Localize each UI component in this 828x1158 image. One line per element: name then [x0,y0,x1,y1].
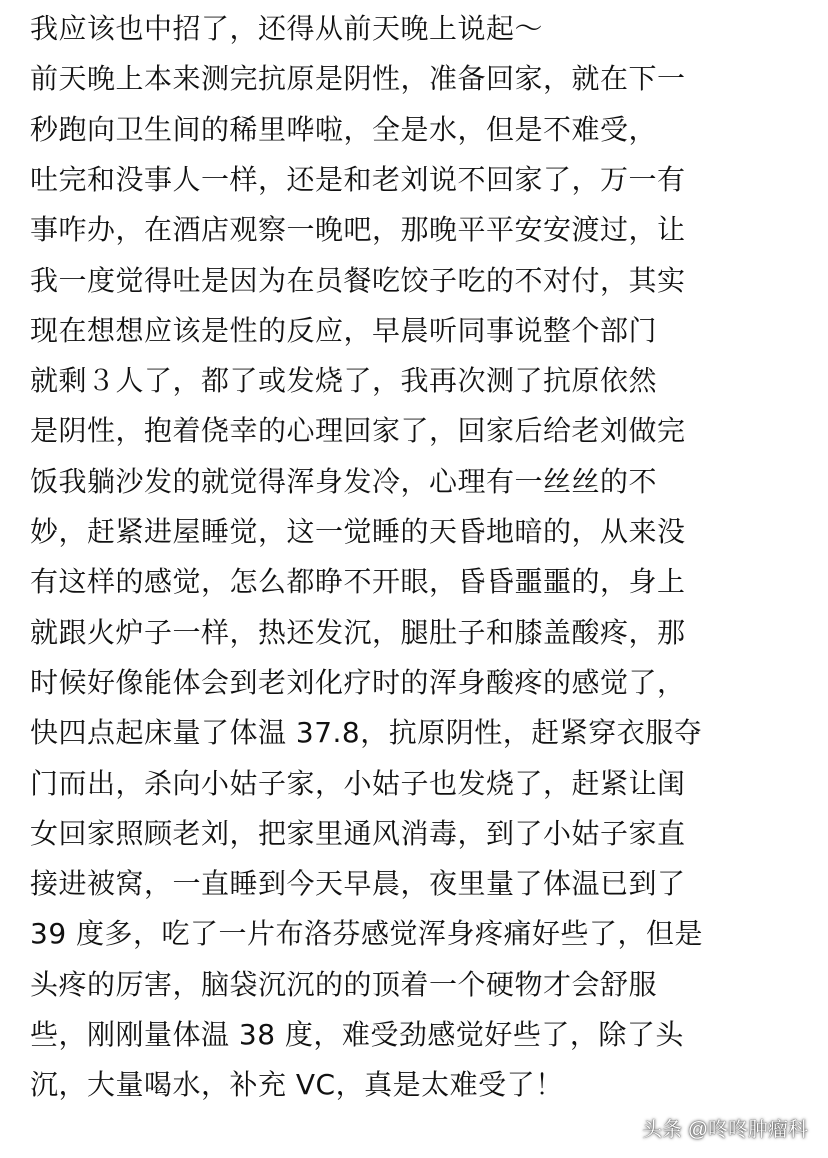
text-segment: 现在想想应该是 [30,313,230,347]
text-segment: 的稀里哗啦，全是水，但是不难受， [201,112,658,146]
text-line: 接进被窝，一直睡到今天早晨，夜里量了体温已到了 [30,867,686,901]
text-segment: 就剩３人了，都 [30,364,230,398]
text-segment: 了或发烧了，我再次测了抗原依然 [229,364,658,398]
text-line [30,306,657,356]
text-line: 39 度多，吃了一片布洛芬感觉浑身疼痛好些了，但是 [30,917,704,951]
text-line: 我一度觉得吐是因为在员餐吃饺子吃的不对付，其实 [30,263,686,297]
text-segment: 性的反应，早晨听同事说整个部门 [229,313,658,347]
text-segment: 秒跑向卫生间 [30,112,202,146]
text-line: 吐完和没事人一样，还是和老刘说不回家了，万一有 [30,162,686,196]
text-line: 沉，大量喝水，补充 VC，真是太难受了！ [30,1068,564,1102]
text-line: 事咋办，在酒店观察一晚吧，那晚平平安安渡过，让 [30,213,686,247]
text-line: 前天晚上本来测完抗原是阴性，准备回家，就在下一 [30,62,686,96]
text-line: 妙，赶紧进屋睡觉，这一觉睡的天昏地暗的，从来没 [30,515,686,548]
text-line: 时候好像能体会到老刘化疗时的浑身酸疼的感觉了， [30,665,686,699]
text-line: 饭我躺沙发的就觉得浑身发冷，心理有一丝丝的不 [30,464,658,498]
text-line: 快四点起床量了体温 37.8，抗原阴性，赶紧穿衣服夺 [30,716,703,750]
text-line: 就跟火炉子一样，热还发沉，腿肚子和膝盖酸疼，那 [30,615,686,649]
text-line: 女回家照顾老刘，把家里通风消毒，到了小姑子家直 [30,816,686,850]
watermark: 头条 @咚咚肿瘤科 [642,1119,808,1141]
text-line [30,356,657,406]
text-line: 有这样的感觉，怎么都睁不开眼，昏昏噩噩的，身上 [30,565,686,599]
text-line: 是阴性，抱着侥幸的心理回家了，回家后给老刘做完 [30,414,686,448]
text-line: 我应该也中招了，还得从前天晚上说起～ [30,12,544,45]
text-line: 些，刚刚量体温 38 度，难受劲感觉好些了，除了头 [30,1018,684,1051]
text-line: 头疼的厉害，脑袋沉沉的的顶着一个硬物才会舒服 [30,967,658,1001]
text-line [30,105,657,155]
text-line: 门而出，杀向小姑子家，小姑子也发烧了，赶紧让闺 [30,766,686,800]
